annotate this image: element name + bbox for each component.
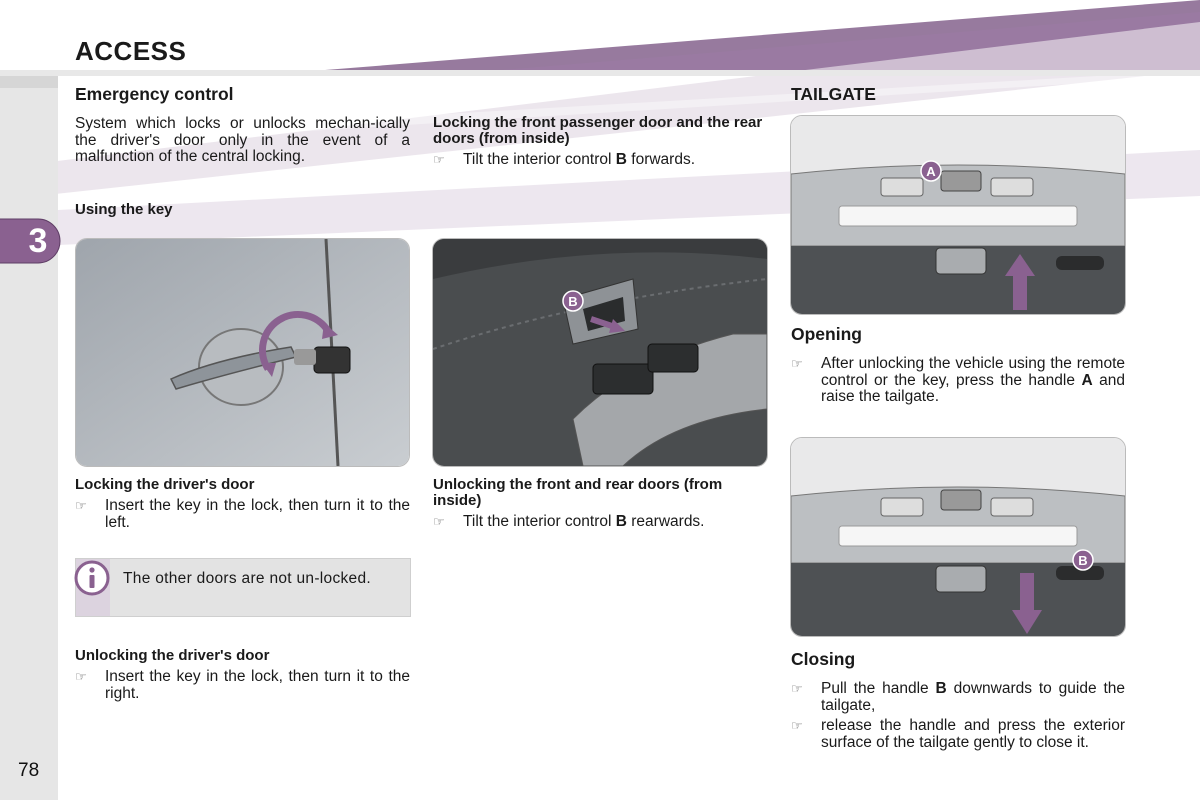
- sidebar-top-strip: [0, 76, 58, 88]
- using-key-heading: Using the key: [75, 201, 173, 218]
- interior-door-control-image: [432, 238, 768, 467]
- bullet-marker: ☞: [75, 669, 87, 684]
- image-label-a: A: [926, 164, 936, 179]
- bullet-text: forwards.: [626, 151, 696, 168]
- unlocking-driver-door-text: Insert the key in the lock, then turn it to the right.: [105, 668, 410, 702]
- bullet-text: Tilt the interior control: [463, 151, 616, 168]
- closing-bullet-2: [791, 718, 1125, 751]
- emergency-control-heading: Emergency control: [75, 84, 234, 104]
- tailgate-opening-image: [790, 115, 1126, 315]
- unlocking-front-rear-bullet: [433, 514, 768, 531]
- bullet-text: and raise the tailgate.: [821, 371, 1125, 405]
- bullet-marker: ☞: [75, 498, 87, 513]
- emergency-intro-text: System which locks or unlocks mechan-ically the driver's door only in the event of a malfunction of the central locking.: [75, 115, 410, 165]
- info-icon: [74, 560, 110, 596]
- chapter-sidebar: [0, 88, 58, 800]
- bullet-marker: ☞: [791, 356, 803, 371]
- image-label-b: B: [568, 294, 578, 309]
- bullet-marker: ☞: [433, 514, 445, 529]
- opening-heading: Opening: [791, 324, 862, 344]
- bullet-text: After unlocking the vehicle using the remote control or the key, press the handle: [821, 355, 1125, 389]
- bullet-marker: ☞: [791, 718, 803, 733]
- closing-heading: Closing: [791, 649, 856, 669]
- image-label-b: B: [1078, 553, 1088, 568]
- locking-passenger-rear-bullet: [433, 152, 768, 169]
- bullet-text: Tilt the interior control: [463, 513, 616, 530]
- chapter-number: 3: [28, 222, 48, 260]
- closing-text-2: release the handle and press the exterior surface of the tailgate gently to close it.: [821, 717, 1125, 751]
- control-label-b: B: [615, 513, 627, 530]
- unlocking-driver-door-bullet: [75, 669, 410, 702]
- tailgate-closing-image: [790, 437, 1126, 637]
- locking-driver-door-heading: Locking the driver's door: [75, 476, 255, 493]
- bullet-marker: ☞: [433, 152, 445, 167]
- closing-bullet-1: [791, 681, 1125, 714]
- locking-driver-door-bullet: [75, 498, 410, 531]
- info-box-text: The other doors are not un-locked.: [123, 570, 372, 587]
- bullet-text: Pull the handle: [821, 680, 936, 697]
- locking-driver-door-text: Insert the key in the lock, then turn it to the left.: [105, 497, 410, 531]
- door-handle-key-image: [75, 238, 410, 467]
- unlocking-front-rear-heading: Unlocking the front and rear doors (from inside): [433, 476, 723, 509]
- locking-passenger-rear-heading: Locking the front passenger door and the rear doors (from inside): [433, 114, 763, 147]
- control-label-b: B: [615, 151, 627, 168]
- handle-label-b: B: [935, 680, 947, 697]
- bullet-text: rearwards.: [626, 513, 705, 530]
- page-title: ACCESS: [75, 36, 187, 66]
- opening-bullet: [791, 356, 1125, 406]
- handle-label-a: A: [1081, 371, 1093, 389]
- page-number: 78: [18, 760, 40, 781]
- unlocking-driver-door-heading: Unlocking the driver's door: [75, 647, 270, 664]
- info-box: [75, 558, 411, 617]
- tailgate-heading: TAILGATE: [791, 84, 876, 104]
- bullet-text: downwards to guide the tailgate,: [821, 680, 1126, 714]
- bullet-marker: ☞: [791, 681, 803, 696]
